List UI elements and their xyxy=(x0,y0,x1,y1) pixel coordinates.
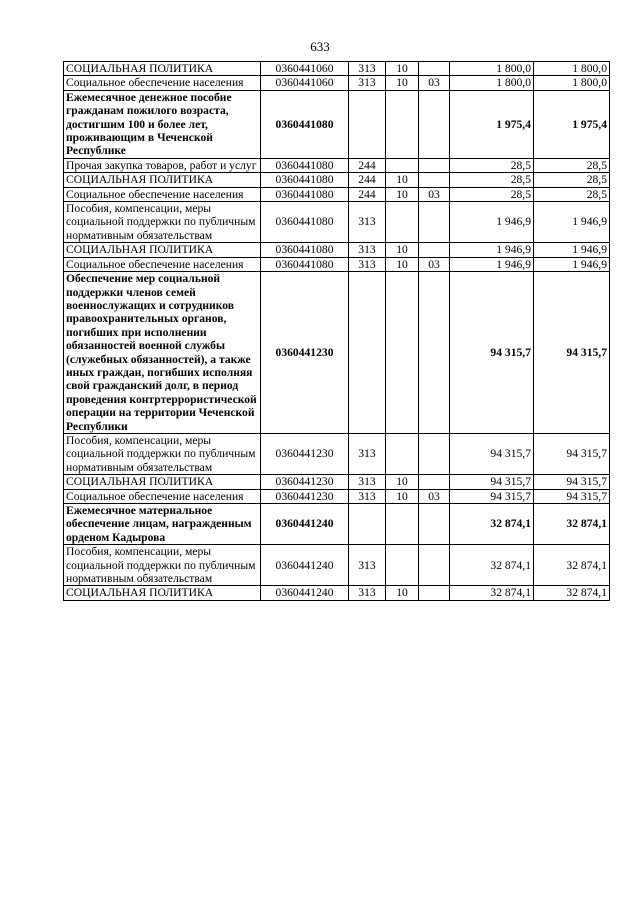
row-name: Социальное обеспечение населения xyxy=(64,76,261,90)
section xyxy=(386,545,419,586)
budget-table-body xyxy=(64,62,610,601)
section xyxy=(386,504,419,545)
target-code: 0360441060 xyxy=(261,62,349,76)
amount-year1: 32 874,1 xyxy=(450,504,534,545)
expense-type: 313 xyxy=(349,475,386,489)
amount-year2: 28,5 xyxy=(534,187,610,201)
table-row xyxy=(64,76,610,90)
row-name: Пособия, компенсации, меры социальной поддержки по публичным нормативным обязательствам xyxy=(64,433,261,474)
budget-table xyxy=(63,61,610,601)
amount-year1: 32 874,1 xyxy=(450,545,534,586)
subsection: 03 xyxy=(419,257,450,271)
amount-year2: 94 315,7 xyxy=(534,433,610,474)
amount-year2: 32 874,1 xyxy=(534,504,610,545)
table-row xyxy=(64,243,610,257)
table-row xyxy=(64,202,610,243)
expense-type: 244 xyxy=(349,158,386,172)
subsection xyxy=(419,504,450,545)
row-name: Прочая закупка товаров, работ и услуг xyxy=(64,158,261,172)
row-name: СОЦИАЛЬНАЯ ПОЛИТИКА xyxy=(64,173,261,187)
expense-type: 313 xyxy=(349,62,386,76)
row-name: Социальное обеспечение населения xyxy=(64,257,261,271)
subsection xyxy=(419,158,450,172)
table-row xyxy=(64,158,610,172)
target-code: 0360441240 xyxy=(261,504,349,545)
table-row xyxy=(64,187,610,201)
target-code: 0360441080 xyxy=(261,257,349,271)
page-number: 633 xyxy=(310,39,330,54)
row-name: Социальное обеспечение населения xyxy=(64,489,261,503)
expense-type: 244 xyxy=(349,173,386,187)
section: 10 xyxy=(386,187,419,201)
target-code: 0360441230 xyxy=(261,489,349,503)
amount-year1: 1 975,4 xyxy=(450,90,534,158)
section: 10 xyxy=(386,489,419,503)
amount-year1: 28,5 xyxy=(450,187,534,201)
amount-year1: 1 946,9 xyxy=(450,243,534,257)
target-code: 0360441230 xyxy=(261,475,349,489)
row-name: СОЦИАЛЬНАЯ ПОЛИТИКА xyxy=(64,475,261,489)
amount-year1: 1 946,9 xyxy=(450,202,534,243)
target-code: 0360441230 xyxy=(261,433,349,474)
target-code: 0360441080 xyxy=(261,173,349,187)
amount-year1: 1 800,0 xyxy=(450,62,534,76)
section xyxy=(386,158,419,172)
row-name: СОЦИАЛЬНАЯ ПОЛИТИКА xyxy=(64,243,261,257)
section: 10 xyxy=(386,76,419,90)
section: 10 xyxy=(386,243,419,257)
subsection: 03 xyxy=(419,76,450,90)
amount-year2: 32 874,1 xyxy=(534,586,610,600)
table-row xyxy=(64,257,610,271)
expense-type xyxy=(349,90,386,158)
amount-year2: 1 946,9 xyxy=(534,243,610,257)
subsection xyxy=(419,272,450,434)
amount-year1: 28,5 xyxy=(450,173,534,187)
amount-year2: 1 946,9 xyxy=(534,257,610,271)
amount-year2: 1 946,9 xyxy=(534,202,610,243)
amount-year2: 94 315,7 xyxy=(534,272,610,434)
amount-year1: 94 315,7 xyxy=(450,489,534,503)
target-code: 0360441240 xyxy=(261,545,349,586)
target-code: 0360441230 xyxy=(261,272,349,434)
target-code: 0360441080 xyxy=(261,243,349,257)
expense-type: 313 xyxy=(349,545,386,586)
row-name: Ежемесячное денежное пособие гражданам пожилого возраста, достигшим 100 и более лет, проживающим в Чеченской Республике xyxy=(64,90,261,158)
subsection: 03 xyxy=(419,187,450,201)
row-name: СОЦИАЛЬНАЯ ПОЛИТИКА xyxy=(64,62,261,76)
amount-year1: 94 315,7 xyxy=(450,433,534,474)
section xyxy=(386,272,419,434)
section: 10 xyxy=(386,62,419,76)
target-code: 0360441080 xyxy=(261,187,349,201)
amount-year2: 94 315,7 xyxy=(534,475,610,489)
expense-type: 244 xyxy=(349,187,386,201)
amount-year1: 94 315,7 xyxy=(450,475,534,489)
amount-year1: 32 874,1 xyxy=(450,586,534,600)
subsection xyxy=(419,475,450,489)
target-code: 0360441080 xyxy=(261,202,349,243)
expense-type: 313 xyxy=(349,586,386,600)
row-name: Обеспечение мер социальной поддержки членов семей военнослужащих и сотрудников правоохранительных органов, погибших при исполнении обязанностей военной службы (служебных обязанностей), а также иных граждан, погибших исполняя свой гражданский долг, в период проведения контртеррористической операции на территории Чеченской Республики xyxy=(64,272,261,434)
subsection xyxy=(419,586,450,600)
expense-type: 313 xyxy=(349,76,386,90)
table-row xyxy=(64,475,610,489)
row-name: Ежемесячное материальное обеспечение лицам, награжденным орденом Кадырова xyxy=(64,504,261,545)
subsection xyxy=(419,62,450,76)
section: 10 xyxy=(386,586,419,600)
amount-year2: 1 800,0 xyxy=(534,76,610,90)
section: 10 xyxy=(386,173,419,187)
target-code: 0360441080 xyxy=(261,158,349,172)
expense-type: 313 xyxy=(349,433,386,474)
row-name: Пособия, компенсации, меры социальной поддержки по публичным нормативным обязательствам xyxy=(64,202,261,243)
subsection xyxy=(419,545,450,586)
section xyxy=(386,202,419,243)
amount-year2: 28,5 xyxy=(534,158,610,172)
subsection xyxy=(419,90,450,158)
section: 10 xyxy=(386,475,419,489)
table-row xyxy=(64,504,610,545)
amount-year2: 1 975,4 xyxy=(534,90,610,158)
row-name: Социальное обеспечение населения xyxy=(64,187,261,201)
table-row xyxy=(64,433,610,474)
expense-type: 313 xyxy=(349,202,386,243)
target-code: 0360441240 xyxy=(261,586,349,600)
amount-year1: 1 800,0 xyxy=(450,76,534,90)
table-row xyxy=(64,62,610,76)
subsection xyxy=(419,433,450,474)
expense-type xyxy=(349,272,386,434)
amount-year1: 1 946,9 xyxy=(450,257,534,271)
expense-type: 313 xyxy=(349,489,386,503)
subsection xyxy=(419,173,450,187)
expense-type: 313 xyxy=(349,257,386,271)
target-code: 0360441080 xyxy=(261,90,349,158)
section xyxy=(386,433,419,474)
section: 10 xyxy=(386,257,419,271)
amount-year2: 28,5 xyxy=(534,173,610,187)
amount-year2: 32 874,1 xyxy=(534,545,610,586)
amount-year1: 94 315,7 xyxy=(450,272,534,434)
subsection: 03 xyxy=(419,489,450,503)
amount-year2: 94 315,7 xyxy=(534,489,610,503)
subsection xyxy=(419,202,450,243)
subsection xyxy=(419,243,450,257)
table-row xyxy=(64,489,610,503)
table-row xyxy=(64,90,610,158)
amount-year1: 28,5 xyxy=(450,158,534,172)
expense-type: 313 xyxy=(349,243,386,257)
section xyxy=(386,90,419,158)
table-row xyxy=(64,272,610,434)
row-name: СОЦИАЛЬНАЯ ПОЛИТИКА xyxy=(64,586,261,600)
target-code: 0360441060 xyxy=(261,76,349,90)
row-name: Пособия, компенсации, меры социальной поддержки по публичным нормативным обязательствам xyxy=(64,545,261,586)
table-row xyxy=(64,586,610,600)
table-row xyxy=(64,173,610,187)
table-row xyxy=(64,545,610,586)
amount-year2: 1 800,0 xyxy=(534,62,610,76)
expense-type xyxy=(349,504,386,545)
